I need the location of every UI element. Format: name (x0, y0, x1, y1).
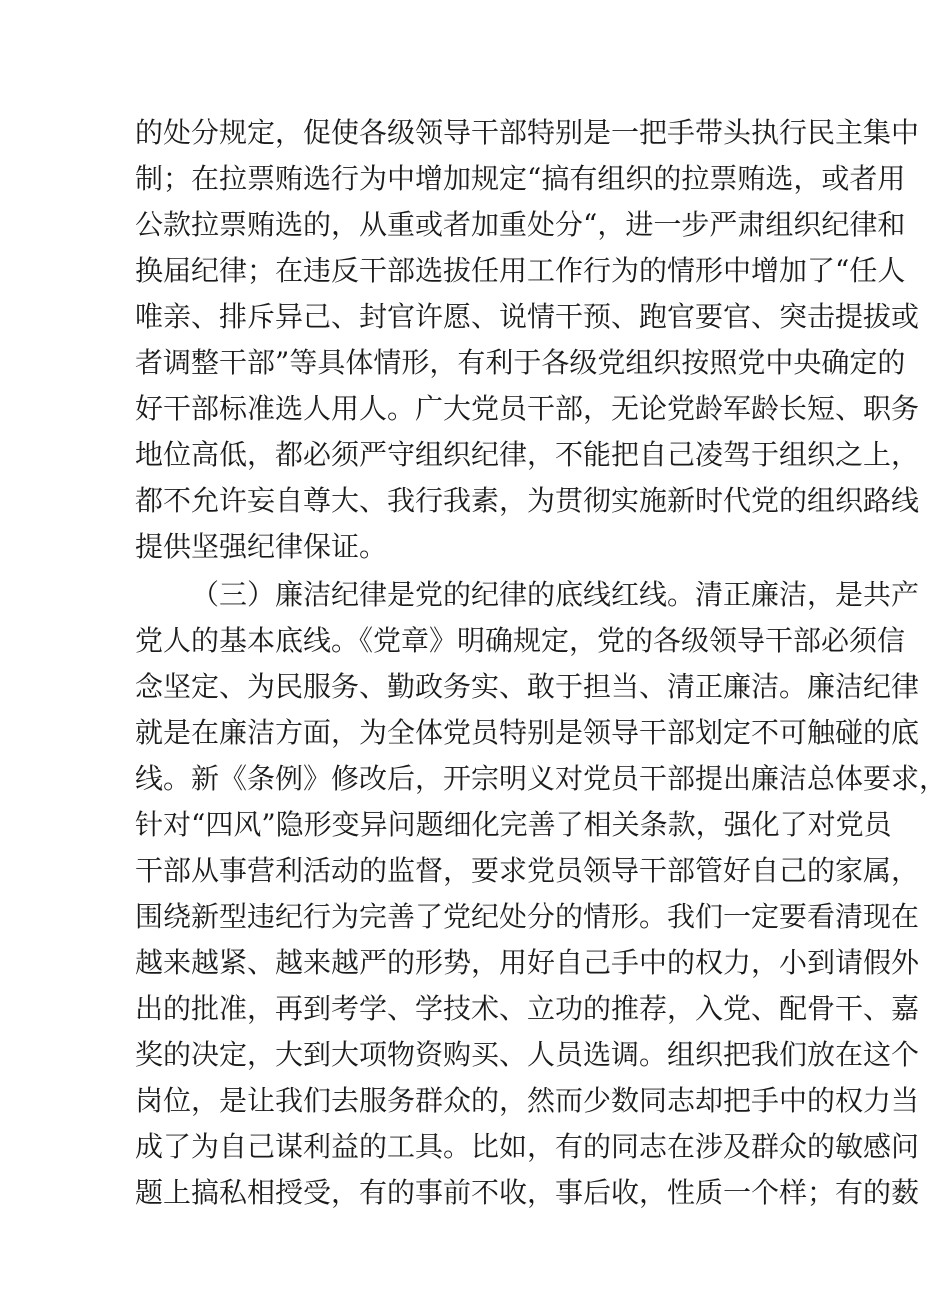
paragraph-2-line-8: 围绕新型违纪行为完善了党纪处分的情形。我们一定要看清现在 (135, 900, 920, 933)
paragraph-1-line-7: 好干部标准选人用人。广大党员干部，无论党龄军龄长短、职务 (135, 392, 920, 425)
paragraph-2-line-2: 党人的基本底线。《党章》明确规定，党的各级领导干部必须信 (135, 624, 906, 657)
paragraph-2-line-11: 奖的决定，大到大项物资购买、人员选调。组织把我们放在这个 (135, 1038, 920, 1071)
paragraph-2-line-1: （三）廉洁纪律是党的纪律的底线红线。清正廉洁，是共产 (191, 578, 920, 611)
paragraph-2-line-10: 出的批准，再到考学、学技术、立功的推荐，入党、配骨干、嘉 (135, 992, 920, 1025)
paragraph-1-line-6: 者调整干部”等具体情形，有利于各级党组织按照党中央确定的 (135, 346, 906, 379)
paragraph-2-line-9: 越来越紧、越来越严的形势，用好自己手中的权力，小到请假外 (135, 946, 920, 979)
paragraph-2-line-3: 念坚定、为民服务、勤政务实、敢于担当、清正廉洁。廉洁纪律 (135, 670, 920, 703)
paragraph-2-line-14: 题上搞私相授受，有的事前不收，事后收，性质一个样；有的薮 (135, 1176, 920, 1209)
paragraph-1-line-10: 提供坚强纪律保证。 (135, 530, 388, 563)
paragraph-2-line-6: 针对“四风”隐形变异问题细化完善了相关条款，强化了对党员 (135, 808, 892, 841)
paragraph-1-line-2: 制；在拉票贿选行为中增加规定“搞有组织的拉票贿选，或者用 (135, 162, 906, 195)
paragraph-1-line-5: 唯亲、排斥异己、封官许愿、说情干预、跑官要官、突击提拔或 (135, 300, 920, 333)
paragraph-1-line-8: 地位高低，都必须严守组织纪律，不能把自己凌驾于组织之上， (135, 438, 920, 471)
paragraph-2-line-7: 干部从事营利活动的监督，要求党员领导干部管好自己的家属， (135, 854, 920, 887)
paragraph-2-line-5: 线。新《条例》修改后，开宗明义对党员干部提出廉洁总体要求， (135, 762, 947, 795)
paragraph-1-line-9: 都不允许妄自尊大、我行我素，为贯彻实施新时代党的组织路线 (135, 484, 920, 517)
paragraph-1-line-4: 换届纪律；在违反干部选拔任用工作行为的情形中增加了“任人 (135, 254, 906, 287)
paragraph-2-line-13: 成了为自己谋利益的工具。比如，有的同志在涉及群众的敏感问 (135, 1130, 920, 1163)
paragraph-2-line-12: 岗位，是让我们去服务群众的，然而少数同志却把手中的权力当 (135, 1084, 920, 1117)
paragraph-2-line-4: 就是在廉洁方面，为全体党员特别是领导干部划定不可触碰的底 (135, 716, 920, 749)
paragraph-1-line-1: 的处分规定，促使各级领导干部特别是一把手带头执行民主集中 (135, 116, 920, 149)
paragraph-1-line-3: 公款拉票贿选的，从重或者加重处分“，进一步严肃组织纪律和 (135, 208, 906, 241)
